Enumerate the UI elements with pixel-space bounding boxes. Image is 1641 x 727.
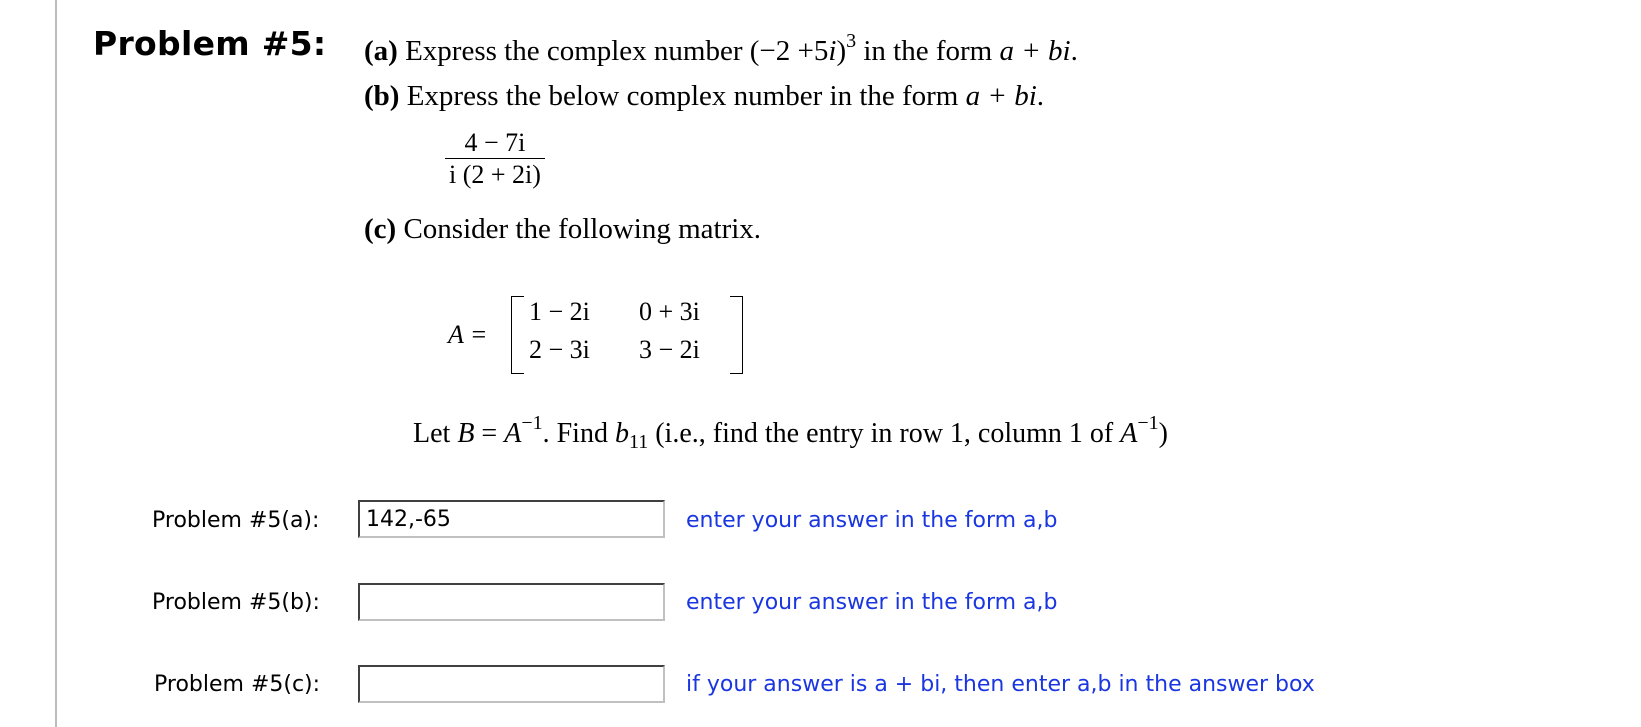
part-b-statement: (b) Express the below complex number in the form a + bi. (364, 80, 1045, 112)
answer-a-input[interactable] (358, 500, 665, 538)
part-a-statement: (a) Express the complex number $(-2 +5i)^3$ in the form a + bi. (364, 30, 1078, 67)
answer-c-label: Problem #5(c): (154, 672, 321, 697)
matrix-a (511, 296, 743, 372)
part-c-label: (c) (364, 213, 397, 245)
matrix-cell: 0 + 3i (639, 297, 700, 326)
fraction-denominator: i (2 + 2i) (445, 158, 545, 191)
problem-title: Problem #5: (93, 24, 327, 63)
part-c-statement: (c) Consider the following matrix. (364, 213, 762, 245)
answer-a-label: Problem #5(a): (152, 508, 320, 533)
answer-b-hint: enter your answer in the form a,b (686, 590, 1058, 615)
answer-a-hint: enter your answer in the form a,b (686, 508, 1058, 533)
complex-fraction (445, 128, 545, 191)
answer-c-input[interactable] (358, 665, 665, 703)
matrix-cell: 2 − 3i (529, 335, 590, 364)
fraction-numerator: 4 − 7i (464, 128, 526, 157)
answer-b-input[interactable] (358, 583, 665, 621)
part-b-label: (b) (364, 80, 400, 112)
matrix-right-bracket (730, 296, 743, 374)
answer-b-label: Problem #5(b): (152, 590, 320, 615)
answer-c-hint: if your answer is a + bi, then enter a,b in the answer box (686, 672, 1315, 697)
part-a-label: (a) (364, 35, 398, 67)
part-c-instruction: Let $B = A^{-1}$. Find $b_{11}$ (i.e., find the entry in row 1, column 1 of $A^{-1}$) (413, 412, 1168, 453)
matrix-label: A = (448, 320, 488, 349)
matrix-cell: 3 − 2i (639, 335, 700, 364)
matrix-left-bracket (511, 296, 524, 374)
matrix-cell: 1 − 2i (529, 297, 590, 326)
left-border-line (55, 0, 57, 727)
